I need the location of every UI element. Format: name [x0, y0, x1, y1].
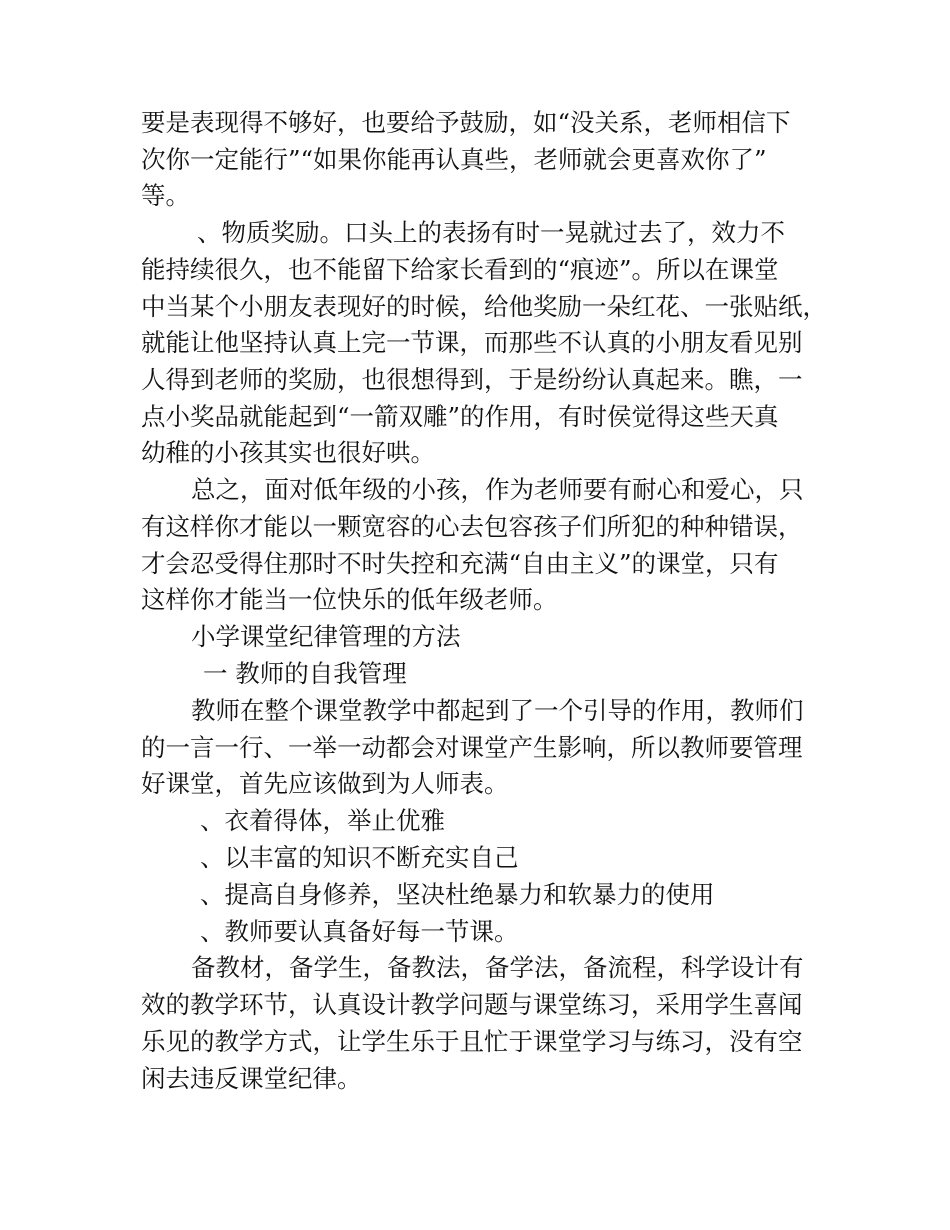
body-text-line: 要是表现得不够好，也要给予鼓励，如“没关系，老师相信下 [141, 108, 791, 137]
body-text-line: 的一言一行、一举一动都会对课堂产生影响，所以教师要管理 [141, 733, 803, 762]
list-item-line: 、以丰富的知识不断充实自己 [200, 843, 519, 872]
body-text-line: 次你一定能行”“如果你能再认真些，老师就会更喜欢你了” [141, 145, 767, 174]
list-item-line: 、教师要认真备好每一节课。 [200, 917, 519, 946]
body-text-line: 就能让他坚持认真上完一节课，而那些不认真的小朋友看见别 [141, 328, 803, 357]
paragraph-first-line: 总之，面对低年级的小孩，作为老师要有耐心和爱心，只 [191, 475, 804, 504]
body-text-line: 闲去违反课堂纪律。 [141, 1064, 362, 1093]
body-text-line: 乐见的教学方式，让学生乐于且忙于课堂学习与练习，没有空 [141, 1027, 803, 1056]
body-text-line: 效的教学环节，认真设计教学问题与课堂练习，采用学生喜闻 [141, 990, 803, 1019]
body-text-line: 中当某个小朋友表现好的时候，给他奖励一朵红花、一张贴纸， [141, 292, 827, 321]
body-text-line: 人得到老师的奖励，也很想得到，于是纷纷认真起来。瞧，一 [141, 365, 803, 394]
body-text-line: 这样你才能当一位快乐的低年级老师。 [141, 585, 558, 614]
body-text-line: 能持续很久，也不能留下给家长看到的“痕迹”。所以在课堂 [141, 255, 779, 284]
body-text-line: 等。 [141, 181, 190, 210]
subsection-heading: 一 教师的自我管理 [203, 659, 407, 688]
list-item-line: 、衣着得体，举止优雅 [200, 806, 445, 835]
body-text-line: 有这样你才能以一颗宽容的心去包容孩子们所犯的种种错误， [141, 512, 803, 541]
section-heading: 小学课堂纪律管理的方法 [191, 622, 461, 651]
paragraph-first-line: 备教材，备学生，备教法，备学法，备流程，科学设计有 [191, 953, 804, 982]
list-item-line: 、提高自身修养，坚决杜绝暴力和软暴力的使用 [200, 880, 715, 909]
body-text-line: 点小奖品就能起到“一箭双雕”的作用，有时侯觉得这些天真 [141, 402, 779, 431]
body-text-line: 才会忍受得住那时不时失控和充满“自由主义”的课堂，只有 [141, 549, 779, 578]
paragraph-first-line: 教师在整个课堂教学中都起到了一个引导的作用，教师们 [191, 696, 804, 725]
body-text-line: 幼稚的小孩其实也很好哄。 [141, 438, 435, 467]
list-item-line: 、物质奖励。口头上的表扬有时一晃就过去了，效力不 [197, 218, 785, 247]
body-text-line: 好课堂，首先应该做到为人师表。 [141, 769, 509, 798]
